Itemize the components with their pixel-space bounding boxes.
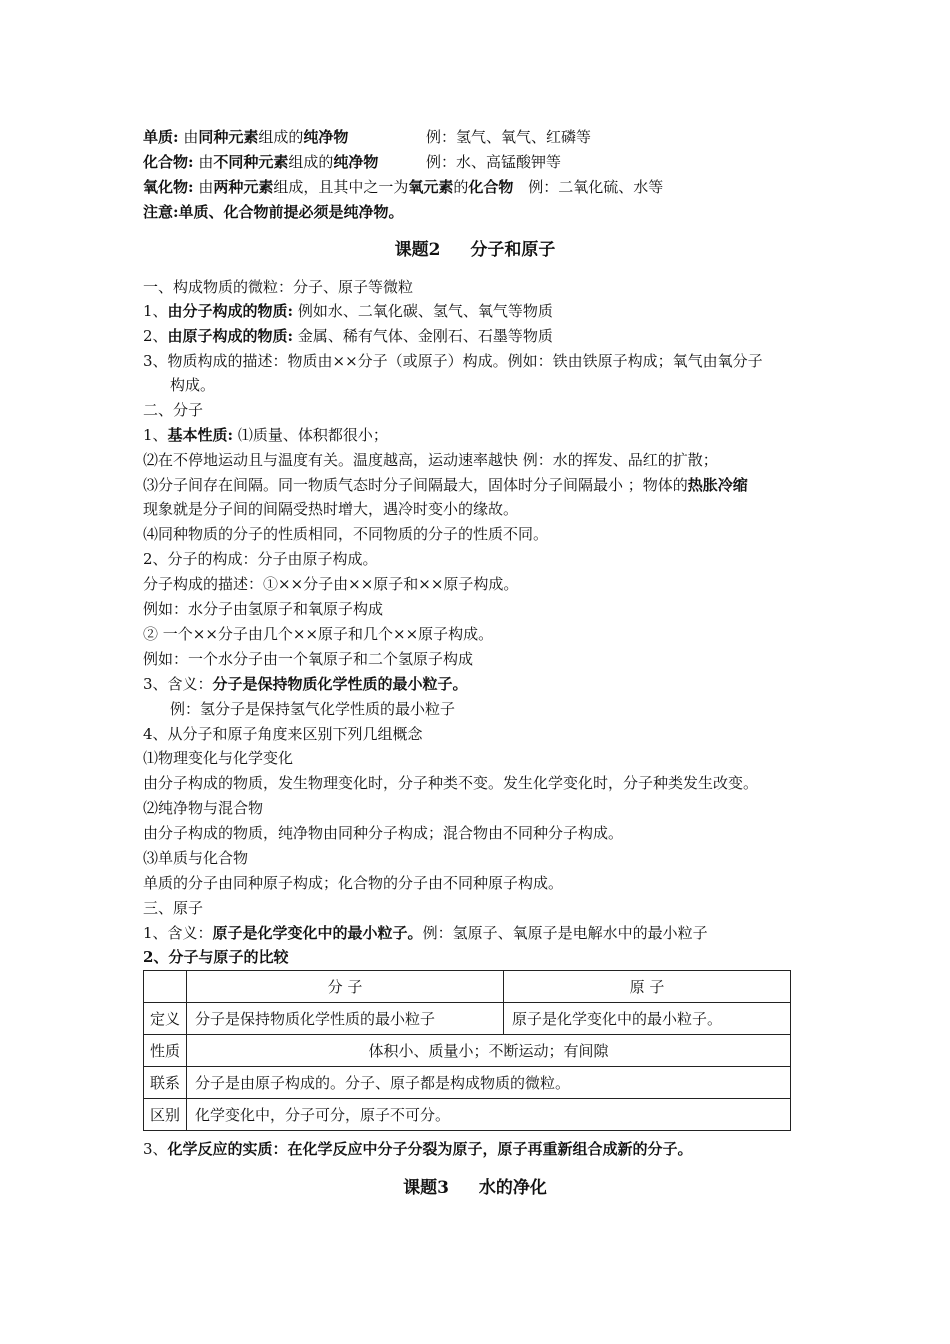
def-elemental-substance: 单质: 由同种元素组成的纯净物 例：氢气、氧气、红磷等 [143, 128, 592, 146]
distinguish-1-title: ⑴物理变化与化学变化 [143, 749, 294, 767]
distinguish-2-title: ⑵纯净物与混合物 [143, 799, 264, 817]
molecule-meaning: 3、含义：分子是保持物质化学性质的最小粒子。 [143, 675, 468, 693]
distinguish-2-text: 由分子构成的物质，纯净物由同种分子构成；混合物由不同种分子构成。 [143, 824, 624, 842]
table-row [144, 1099, 791, 1131]
section-1-heading: 一、构成物质的微粒：分子、原子等微粒 [143, 278, 414, 296]
table-cell [144, 971, 187, 1003]
table-cell: 体积小、质量小；不断运动；有间隙 [187, 1035, 791, 1067]
molecule-meaning-example: 例：氢分子是保持氢气化学性质的最小粒子 [170, 700, 456, 718]
def-oxide: 氧化物: 由两种元素组成，且其中之一为氧元素的化合物 例：二氧化硫、水等 [143, 178, 664, 196]
distinguish-heading: 4、从分子和原子角度来区别下列几组概念 [143, 725, 423, 743]
table-header-atom: 原 子 [504, 971, 791, 1003]
table-row [144, 971, 791, 1003]
table-cell: 原子是化学变化中的最小粒子。 [504, 1003, 791, 1035]
atom-meaning: 1、含义：原子是化学变化中的最小粒子。例：氢原子、氧原子是电解水中的最小粒子 [143, 924, 708, 942]
comparison-heading: 2、分子与原子的比较 [143, 948, 289, 966]
property-4: ⑷同种物质的分子的性质相同，不同物质的分子的性质不同。 [143, 525, 549, 543]
molecule-example-1: 例如：水分子由氢原子和氧原子构成 [143, 600, 384, 618]
property-2: ⑵在不停地运动且与温度有关。温度越高，运动速率越快 例：水的挥发、品红的扩散； [143, 451, 718, 469]
molecule-atom-comparison-table [143, 970, 791, 1131]
table-header-molecule: 分 子 [187, 971, 504, 1003]
molecule-description-2: ② 一个××分子由几个××原子和几个××原子构成。 [143, 625, 494, 643]
molecule-description-1: 分子构成的描述：①××分子由××原子和××原子构成。 [143, 575, 519, 593]
note-pure-substance: 注意:单质、化合物前提必须是纯净物。 [143, 203, 404, 221]
section-3-heading: 三、原子 [143, 899, 204, 917]
table-row-label: 联系 [144, 1067, 187, 1099]
table-row-label: 区别 [144, 1099, 187, 1131]
table-row [144, 1035, 791, 1067]
property-3-cont: 现象就是分子间的间隔受热时增大，遇冷时变小的缘故。 [143, 500, 519, 518]
table-cell: 分子是由原子构成的。分子、原子都是构成物质的微粒。 [187, 1067, 791, 1099]
table-row-label: 定义 [144, 1003, 187, 1035]
section-2-heading: 二、分子 [143, 401, 204, 419]
property-3: ⑶分子间存在间隔。同一物质气态时分子间隔最大，固体时分子间隔最小 ；物体的热胀冷缩 [143, 476, 748, 494]
section-1-item-1: 1、由分子构成的物质: 例如水、二氧化碳、氢气、氧气等物质 [143, 302, 553, 320]
topic-2-heading: 课题2 分子和原子 [394, 240, 556, 260]
topic-3-heading: 课题3 水的净化 [403, 1178, 547, 1198]
table-row [144, 1067, 791, 1099]
table-row [144, 1003, 791, 1035]
distinguish-3-title: ⑶单质与化合物 [143, 849, 249, 867]
distinguish-1-text: 由分子构成的物质，发生物理变化时，分子种类不变。发生化学变化时，分子种类发生改变。 [143, 774, 759, 792]
section-1-item-2: 2、由原子构成的物质: 金属、稀有气体、金刚石、石墨等物质 [143, 327, 553, 345]
reaction-essence: 3、化学反应的实质：在化学反应中分子分裂为原子，原子再重新组合成新的分子。 [143, 1140, 693, 1158]
section-1-item-3-cont: 构成。 [170, 376, 216, 394]
table-cell: 化学变化中，分子可分，原子不可分。 [187, 1099, 791, 1131]
section-1-item-3: 3、物质构成的描述：物质由××分子（或原子）构成。例如：铁由铁原子构成；氧气由氧分子 [143, 352, 763, 370]
def-compound: 化合物: 由不同种元素组成的纯净物 例：水、高锰酸钾等 [143, 153, 562, 171]
molecule-example-2: 例如：一个水分子由一个氧原子和二个氢原子构成 [143, 650, 474, 668]
property-1: 1、基本性质: ⑴质量、体积都很小； [143, 426, 388, 444]
table-row-label: 性质 [144, 1035, 187, 1067]
table-cell: 分子是保持物质化学性质的最小粒子 [187, 1003, 504, 1035]
distinguish-3-text: 单质的分子由同种原子构成；化合物的分子由不同种原子构成。 [143, 874, 564, 892]
molecule-composition: 2、分子的构成：分子由原子构成。 [143, 550, 378, 568]
